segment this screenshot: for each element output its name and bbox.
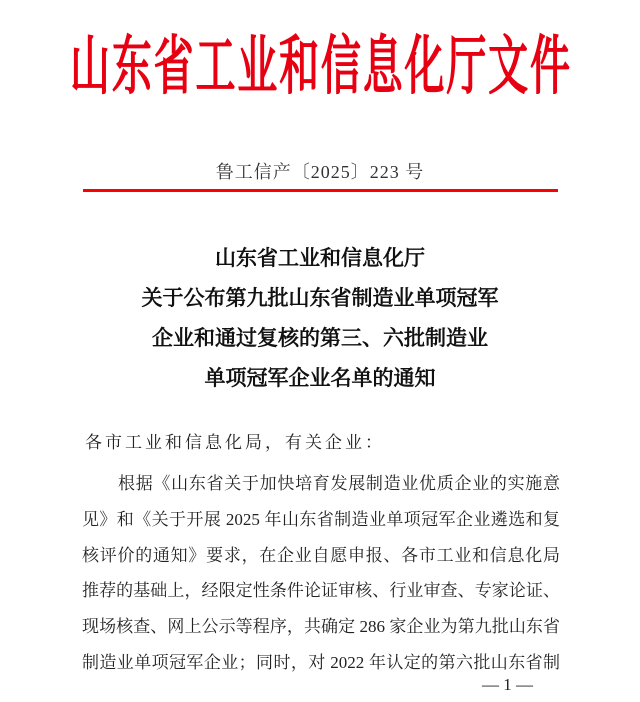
body-line: 核评价的通知》要求，在企业自愿申报、各市工业和信息化局 (82, 545, 560, 565)
document-masthead: 山东省工业和信息化厅文件 (70, 30, 570, 103)
body-paragraph (82, 466, 560, 681)
body-line: 现场核查、网上公示等程序，共确定 286 家企业为第九批山东省 (82, 617, 560, 637)
body-line: 根据《山东省关于加快培育发展制造业优质企业的实施意 (118, 474, 560, 493)
document-title (0, 238, 640, 398)
document-number: 鲁工信产〔2025〕223 号 (215, 162, 425, 182)
title-line: 山东省工业和信息化厅 (215, 246, 425, 270)
title-line: 企业和通过复核的第三、六批制造业 (152, 326, 488, 350)
salutation: 各市工业和信息化局，有关企业： (85, 433, 385, 452)
body-line: 推荐的基础上，经限定性条件论证审核、行业审查、专家论证、 (82, 581, 560, 601)
red-divider-rule (83, 189, 558, 192)
body-line: 见》和《关于开展 2025 年山东省制造业单项冠军企业遴选和复 (82, 509, 560, 529)
body-line: 制造业单项冠军企业；同时，对 2022 年认定的第六批山东省制 (82, 652, 560, 672)
title-line: 单项冠军企业名单的通知 (204, 366, 436, 390)
page-number: — 1 — (482, 675, 533, 694)
title-line: 关于公布第九批山东省制造业单项冠军 (141, 286, 499, 310)
